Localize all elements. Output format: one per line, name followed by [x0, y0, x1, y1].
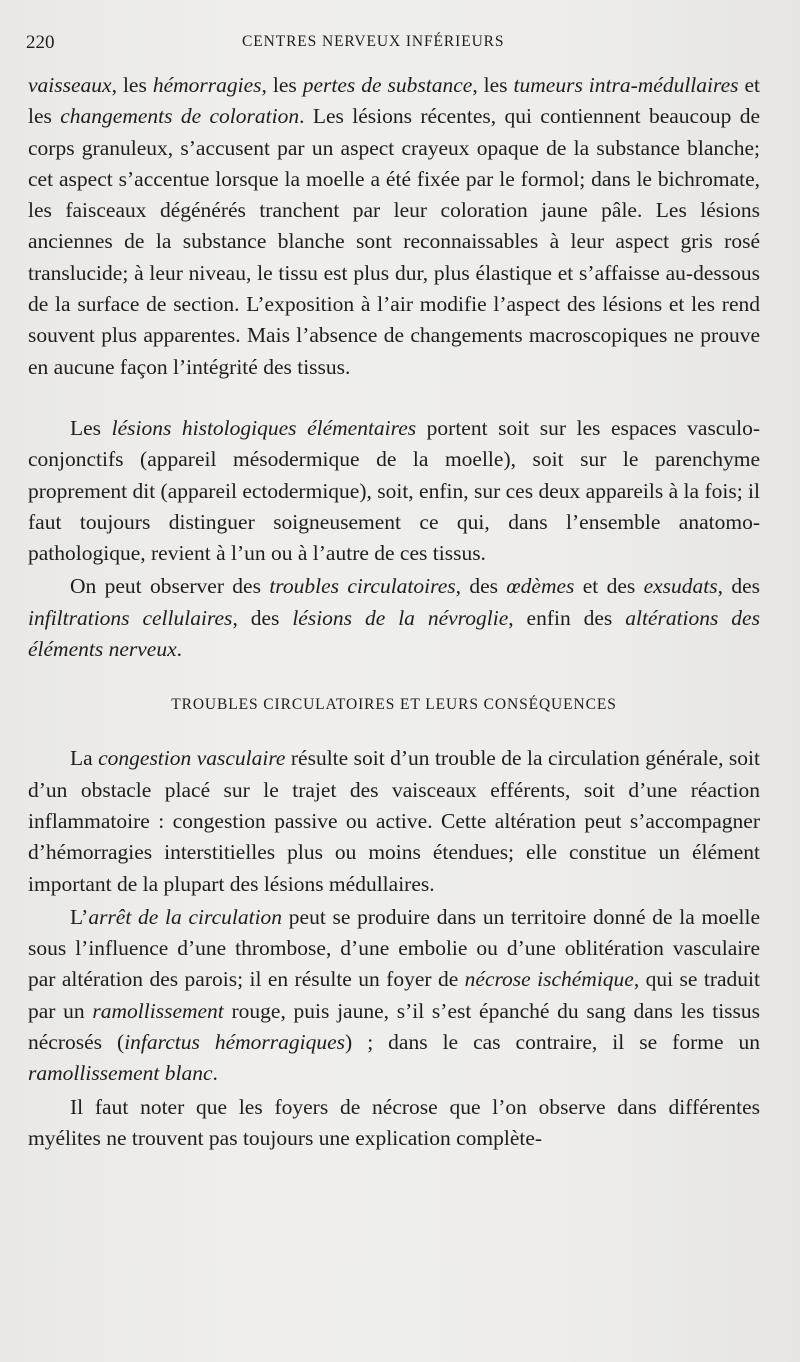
- italic-term: troubles circulatoires: [269, 574, 456, 599]
- italic-term: ramollissement blanc: [28, 1061, 213, 1086]
- paragraph-foyers-necrose: [28, 1092, 760, 1155]
- text-run: L’: [70, 904, 89, 929]
- italic-term: congestion vasculaire: [98, 746, 286, 771]
- italic-term: pertes de substance: [302, 73, 473, 97]
- text-run: , les: [111, 73, 153, 97]
- text-run: .: [176, 637, 183, 662]
- paragraph-congestion: [28, 743, 760, 899]
- text-run: résulte soit d’un trouble de la circulation générale, soit d’un obstacle placé sur le trajet des vaisceaux efférents, soit d’une réaction inflammatoire : congestion passive ou active. Cette altération peut s’accompagner d’hémorragies interstitielles plus ou moins étendues; elle constitue un élément important de la plupart des lésions médullaires.: [28, 746, 760, 896]
- section-title: TROUBLES CIRCULATOIRES ET LEURS CONSÉQUENCES: [171, 696, 617, 714]
- italic-term: nécrose ischémique: [464, 967, 634, 992]
- paragraph-observations: [28, 571, 760, 665]
- body-text: [28, 70, 760, 1154]
- text-run: , des: [232, 605, 293, 630]
- italic-term: lésions de la névroglie: [292, 605, 509, 630]
- page-header: [26, 32, 756, 58]
- text-run: et des: [574, 574, 644, 599]
- running-head: CENTRES NERVEUX INFÉRIEURS: [242, 33, 505, 50]
- text-run: rouge, puis jaune, s’il s’est épanché du sang dans les tissus nécrosés (: [28, 998, 761, 1055]
- paragraph-arret-circulation: [28, 902, 760, 1090]
- italic-term: altérations des éléments nerveux: [28, 605, 760, 662]
- text-run: , les: [261, 73, 303, 97]
- paragraph-lesions-histologiques: [28, 413, 760, 569]
- italic-term: infarctus hémorragiques: [124, 1030, 346, 1055]
- paragraph-lesions-macroscopiques: [28, 70, 760, 383]
- text-run: , qui se traduit par un: [28, 967, 760, 1023]
- text-run: . Les lésions récentes, qui contiennent beaucoup de corps granuleux, s’accusent par un aspect crayeux opaque de la substance blanche; cet aspect s’accentue lorsque la moelle a été fixée par le formol; dans le bichromate, les faisceaux dégénérés tranchent par leur coloration jaune pâle. Les lésions anciennes de la substance blanche sont reconnaissables à leur aspect gris rosé translucide; à leur niveau, le tissu est plus dur, plus élastique et s’affaisse au-dessous de la surface de section. L’exposition à l’air modifie l’aspect des lésions et les rend souvent plus apparentes. Mais l’absence de changements macroscopiques ne prouve en aucune façon l’intégrité des tissus.: [28, 104, 760, 379]
- italic-term: tumeurs intra-médullaires: [513, 73, 739, 97]
- text-run: , les: [472, 73, 514, 97]
- text-run: , enfin des: [508, 605, 626, 630]
- text-run: , des: [717, 574, 760, 599]
- text-run: Les: [70, 415, 112, 440]
- text-run: La: [70, 746, 99, 771]
- text-run: , des: [455, 574, 507, 599]
- italic-term: exsudats: [643, 574, 718, 599]
- text-run: portent soit sur les espaces vasculo-conjonctifs (appareil mésodermique de la moelle), soit sur le parenchyme proprement dit (appareil ectodermique), soit, enfin, sur ces deux appareils à la fois; il faut toujours distinguer soigneusement ce qui, dans l’ensemble anatomo-pathologique, revient à l’un ou à l’autre de ces tissus.: [28, 415, 760, 566]
- italic-term: vaisseaux: [28, 73, 112, 97]
- italic-term: œdèmes: [506, 574, 575, 599]
- text-run: On peut observer des: [70, 574, 270, 599]
- italic-term: lésions histologiques élémentaires: [111, 415, 417, 440]
- text-run: et les: [28, 73, 760, 129]
- page-number: 220: [26, 32, 55, 53]
- text-run: .: [212, 1061, 218, 1086]
- italic-term: changements de coloration: [60, 104, 300, 129]
- italic-term: infiltrations cellulaires: [28, 605, 233, 630]
- text-run: ) ; dans le cas contraire, il se forme un: [345, 1030, 760, 1055]
- italic-term: arrêt de la circulation: [88, 904, 283, 929]
- italic-term: ramollissement: [92, 998, 224, 1023]
- text-run: Il faut noter que les foyers de nécrose que l’on observe dans différentes myélites ne trouvent pas toujours une explication complète-: [28, 1094, 760, 1150]
- italic-term: hémorragies: [152, 73, 262, 97]
- text-run: peut se produire dans un territoire donné de la moelle sous l’influence d’une thrombose, d’une embolie ou d’une oblitération vasculaire par altération des parois; il en résulte un foyer de: [28, 904, 760, 992]
